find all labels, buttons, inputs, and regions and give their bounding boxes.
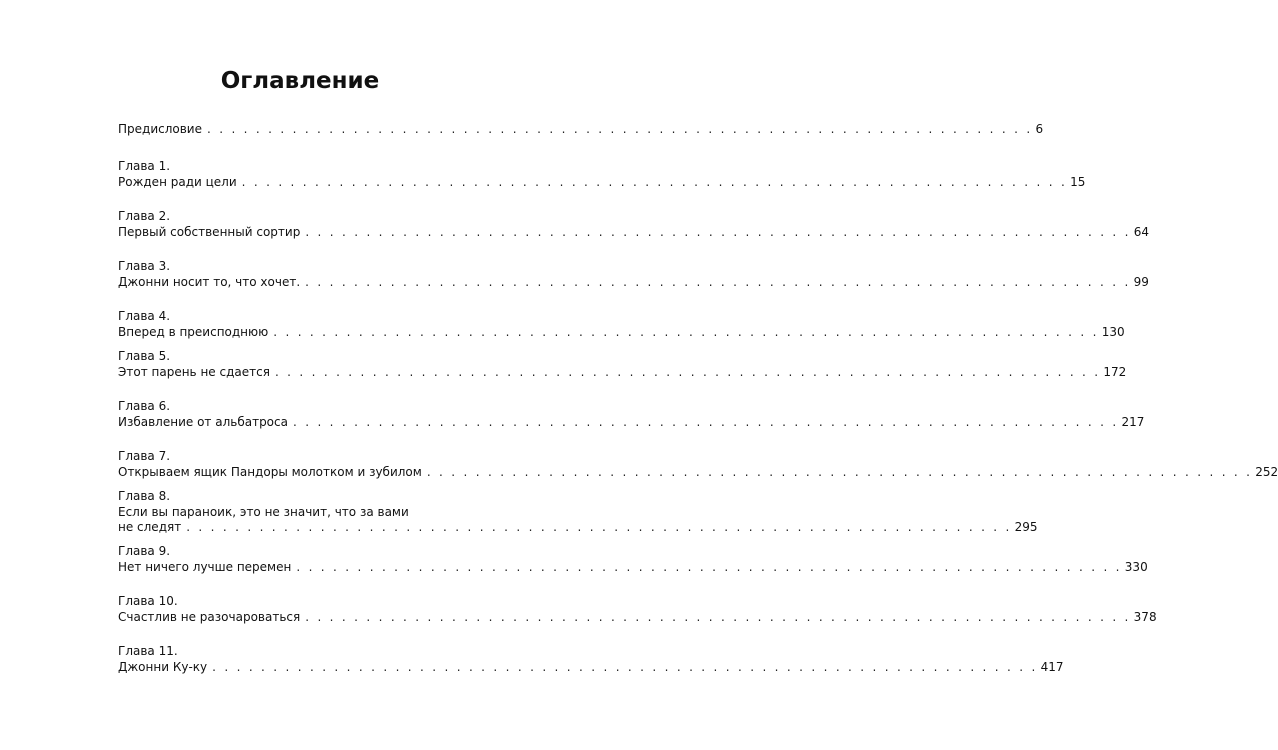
page-number: 172 bbox=[1103, 364, 1127, 379]
chapter-title: Рожден ради цели bbox=[118, 174, 237, 189]
page-title: Оглавление bbox=[220, 68, 380, 94]
page-number: 15 bbox=[1070, 174, 1086, 189]
chapter-title: не следят bbox=[118, 520, 182, 534]
chapter-number: Глава 3. bbox=[118, 259, 171, 273]
chapter-title-line: Если вы параноик, это не значит, что за вами bbox=[118, 504, 409, 519]
toc-entry[interactable] bbox=[118, 209, 1150, 240]
page-number: 6 bbox=[1035, 122, 1044, 136]
chapter-title: Этот парень не сдается bbox=[118, 364, 270, 379]
chapter-title: Джонни носит то, что хочет. bbox=[118, 274, 301, 289]
toc-entry[interactable] bbox=[118, 399, 1145, 430]
page-number: 130 bbox=[1101, 324, 1125, 339]
chapter-number: Глава 11. bbox=[118, 644, 178, 658]
page-number: 330 bbox=[1124, 559, 1148, 574]
leader-dots: . . . . . . . . . . . . . . . . . . . . . . . . . . . . . . . . . . . . . . . . . . . . . . . . . . . . . . . . . . . . . . . . . . . . bbox=[206, 122, 1033, 136]
leader-dots: . . . . . . . . . . . . . . . . . . . . . . . . . . . . . . . . . . . . . . . . . . . . . . . . . . . . . . . . . . . . . . . . . . . . bbox=[296, 559, 1122, 574]
toc-entry[interactable] bbox=[118, 449, 1278, 480]
leader-dots: . . . . . . . . . . . . . . . . . . . . . . . . . . . . . . . . . . . . . . . . . . . . . . . . . . . . . . . . . . . . . . . . . . . . bbox=[426, 464, 1253, 479]
page-number: 99 bbox=[1133, 274, 1149, 289]
toc-entry[interactable] bbox=[118, 594, 1157, 625]
chapter-title: Счастлив не разочароваться bbox=[118, 609, 301, 624]
toc-line bbox=[118, 559, 1148, 576]
toc-line bbox=[118, 364, 1127, 381]
leader-dots: . . . . . . . . . . . . . . . . . . . . . . . . . . . . . . . . . . . . . . . . . . . . . . . . . . . . . . . . . . . . . . . . . . . . bbox=[305, 224, 1131, 239]
chapter-title: Нет ничего лучше перемен bbox=[118, 559, 292, 574]
chapter-title: Первый собственный сортир bbox=[118, 224, 301, 239]
chapter-title: Джонни Ку-ку bbox=[118, 659, 208, 674]
toc-line bbox=[118, 122, 1044, 138]
chapter-number: Глава 1. bbox=[118, 159, 171, 173]
toc-entry[interactable] bbox=[118, 122, 1044, 138]
toc-entry[interactable] bbox=[118, 309, 1125, 340]
toc-line bbox=[118, 520, 1038, 536]
chapter-number: Глава 6. bbox=[118, 399, 171, 413]
page-number: 417 bbox=[1040, 659, 1064, 674]
toc-line bbox=[118, 324, 1125, 341]
chapter-number: Глава 4. bbox=[118, 309, 171, 323]
toc-entry[interactable] bbox=[118, 349, 1127, 380]
page-number: 378 bbox=[1133, 609, 1157, 624]
chapter-title: Предисловие bbox=[118, 122, 202, 136]
chapter-title: Открываем ящик Пандоры молотком и зубилом bbox=[118, 464, 422, 479]
page-number: 64 bbox=[1133, 224, 1150, 239]
toc-line bbox=[118, 174, 1086, 191]
chapter-number: Глава 5. bbox=[118, 349, 171, 363]
leader-dots: . . . . . . . . . . . . . . . . . . . . . . . . . . . . . . . . . . . . . . . . . . . . . . . . . . . . . . . . . . . . . . . . . . . . bbox=[273, 324, 1099, 339]
toc-line bbox=[118, 274, 1149, 291]
leader-dots: . . . . . . . . . . . . . . . . . . . . . . . . . . . . . . . . . . . . . . . . . . . . . . . . . . . . . . . . . . . . . . . . . . . . bbox=[305, 274, 1131, 289]
page-number: 295 bbox=[1014, 520, 1038, 534]
chapter-number: Глава 9. bbox=[118, 544, 171, 558]
toc-entry[interactable] bbox=[118, 259, 1149, 290]
chapter-title: Вперед в преисподнюю bbox=[118, 324, 269, 339]
toc-entry[interactable] bbox=[118, 544, 1148, 575]
toc-entry[interactable] bbox=[118, 489, 1038, 536]
toc-line bbox=[118, 609, 1157, 626]
chapter-title: Избавление от альбатроса bbox=[118, 414, 288, 429]
toc-line bbox=[118, 464, 1278, 481]
toc-entry[interactable] bbox=[118, 644, 1064, 675]
page-number: 217 bbox=[1121, 414, 1145, 429]
chapter-number: Глава 8. bbox=[118, 489, 171, 503]
leader-dots: . . . . . . . . . . . . . . . . . . . . . . . . . . . . . . . . . . . . . . . . . . . . . . . . . . . . . . . . . . . . . . . . . . . . bbox=[212, 659, 1038, 674]
toc-line bbox=[118, 414, 1145, 431]
chapter-number: Глава 7. bbox=[118, 449, 171, 463]
leader-dots: . . . . . . . . . . . . . . . . . . . . . . . . . . . . . . . . . . . . . . . . . . . . . . . . . . . . . . . . . . . . . . . . . . . . bbox=[186, 520, 1012, 534]
chapter-number: Глава 10. bbox=[118, 594, 178, 608]
leader-dots: . . . . . . . . . . . . . . . . . . . . . . . . . . . . . . . . . . . . . . . . . . . . . . . . . . . . . . . . . . . . . . . . . . . . bbox=[274, 364, 1101, 379]
leader-dots: . . . . . . . . . . . . . . . . . . . . . . . . . . . . . . . . . . . . . . . . . . . . . . . . . . . . . . . . . . . . . . . . . . . . bbox=[292, 414, 1119, 429]
toc-entry[interactable] bbox=[118, 159, 1086, 190]
toc-line bbox=[118, 224, 1150, 241]
leader-dots: . . . . . . . . . . . . . . . . . . . . . . . . . . . . . . . . . . . . . . . . . . . . . . . . . . . . . . . . . . . . . . . . . . . . bbox=[305, 609, 1131, 624]
toc-line bbox=[118, 659, 1064, 676]
chapter-number: Глава 2. bbox=[118, 209, 171, 223]
page-number: 252 bbox=[1255, 464, 1278, 479]
leader-dots: . . . . . . . . . . . . . . . . . . . . . . . . . . . . . . . . . . . . . . . . . . . . . . . . . . . . . . . . . . . . . . . . . . . . bbox=[241, 174, 1068, 189]
